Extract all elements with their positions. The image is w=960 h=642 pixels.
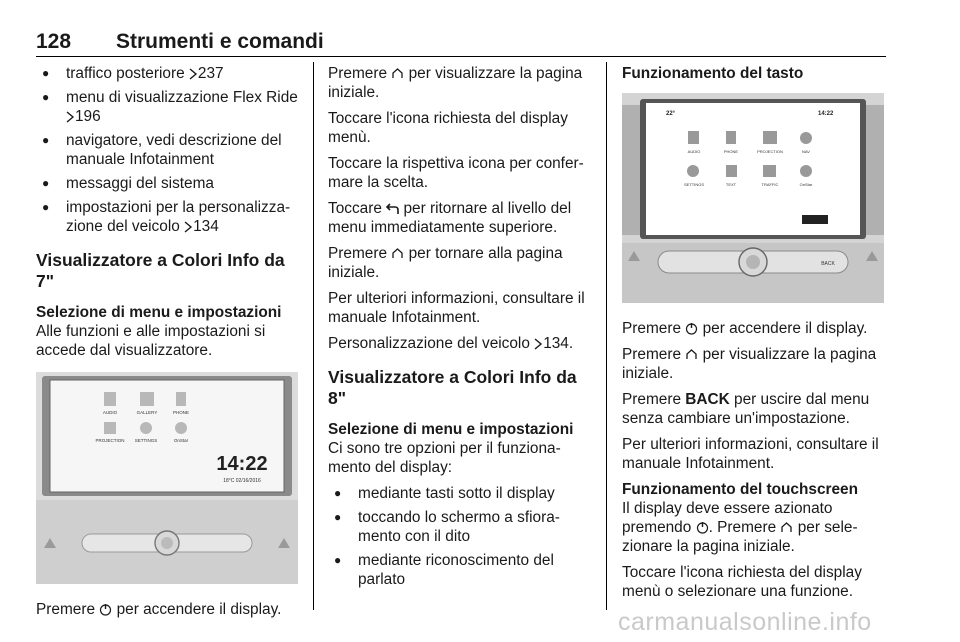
paragraph: Il display deve essere azionato premendo . Premere per sele-zionare la pagina iniziale. xyxy=(622,500,858,555)
paragraph: Alle funzioni e alle impostazioni si accede dal visualizzatore. xyxy=(36,323,266,359)
home-icon xyxy=(685,348,698,361)
bullet-list-2 xyxy=(328,484,594,589)
paragraph: Per ulteriori informazioni, consultare il manuale Infotainment. xyxy=(622,436,879,472)
column-1 xyxy=(36,64,298,626)
display-7inch-illustration xyxy=(36,372,298,584)
menu-label: AUDIO xyxy=(687,149,701,154)
menu-label: PROJECTION xyxy=(95,438,125,443)
page-number: 128 xyxy=(36,30,72,53)
power-icon xyxy=(685,322,698,335)
paragraph: Per ulteriori informazioni, consultare il manuale Infotainment. xyxy=(328,290,585,326)
subsection-heading: Selezione di menu e impostazioni xyxy=(328,421,574,438)
clock-display: 14:22 xyxy=(216,453,268,475)
list-item: ● toccando lo schermo a sfiora-mento con il dito xyxy=(328,508,594,546)
column-divider-2 xyxy=(606,62,607,610)
home-icon xyxy=(780,521,793,534)
subsection-heading: Funzionamento del tasto xyxy=(622,65,804,82)
temperature-readout: 22° xyxy=(666,111,676,117)
power-icon xyxy=(99,603,112,616)
bullet-list-1 xyxy=(36,64,298,236)
page-ref[interactable]: 134 xyxy=(543,335,569,352)
column-3 xyxy=(622,64,886,608)
menu-label: SETTINGS xyxy=(134,438,158,443)
menu-label: TRAFFIC xyxy=(761,182,779,187)
list-item: ● impostazioni per la personalizza-zione del veicolo 134 xyxy=(36,198,298,236)
page-title: Strumenti e comandi xyxy=(116,30,324,53)
gallery-icon xyxy=(140,392,154,406)
paragraph: Toccare la rispettiva icona per confer-mare la scelta. xyxy=(328,155,584,191)
power-icon xyxy=(696,521,709,534)
menu-label: PROJECTION xyxy=(757,149,783,154)
page-ref[interactable]: 237 xyxy=(197,65,224,82)
list-item: ● mediante riconoscimento del parlato xyxy=(328,551,594,589)
section-heading-7inch: Visualizzatore a Colori Info da 7" xyxy=(36,250,285,291)
page-ref-arrow-icon xyxy=(184,221,193,233)
paragraph: Premere per tornare alla pagina iniziale. xyxy=(328,245,563,281)
paragraph: Personalizzazione del veicolo 134. xyxy=(328,335,574,352)
column-divider-1 xyxy=(313,62,314,610)
clock-display: 14:22 xyxy=(818,111,834,117)
menu-label: AUDIO xyxy=(102,410,118,415)
projection-icon xyxy=(104,422,116,434)
page-ref[interactable]: 134 xyxy=(193,218,219,235)
caption: Premere per accendere il display. xyxy=(36,601,282,618)
page-ref-arrow-icon xyxy=(534,338,543,350)
audio-icon xyxy=(104,392,116,406)
section-heading-8inch: Visualizzatore a Colori Info da 8" xyxy=(328,367,577,408)
menu-label: OnStar xyxy=(799,182,813,187)
paragraph: Toccare per ritornare al livello del menu immediatamente superiore. xyxy=(328,200,572,236)
menu-label: PHONE xyxy=(172,410,190,415)
paragraph: Premere per accendere il display. xyxy=(622,320,868,337)
menu-label: PHONE xyxy=(723,149,739,154)
phone-icon xyxy=(176,392,186,406)
list-item: ● traffico posteriore 237 xyxy=(36,64,298,83)
page-ref-arrow-icon xyxy=(66,111,75,123)
menu-label: SETTINGS xyxy=(683,182,705,187)
subsection-heading: Selezione di menu e impostazioni xyxy=(36,304,282,321)
list-item: ● navigatore, vedi descrizione del manuale Infotainment xyxy=(36,131,298,169)
page-ref[interactable]: 196 xyxy=(75,108,101,125)
home-icon xyxy=(391,67,404,80)
menu-label: TEXT xyxy=(725,182,737,187)
page-header xyxy=(36,30,886,57)
clock-subtext: 18°C 02/16/2016 xyxy=(223,478,261,484)
list-item: ● menu di visualizzazione Flex Ride 196 xyxy=(36,88,298,126)
home-icon xyxy=(391,247,404,260)
page-ref-arrow-icon xyxy=(189,68,198,80)
paragraph: Toccare l'icona richiesta del display menù. xyxy=(328,110,568,146)
display-8inch-illustration xyxy=(622,93,884,303)
column-2 xyxy=(328,64,594,594)
settings-icon xyxy=(140,422,152,434)
back-keyword: BACK xyxy=(685,391,730,408)
watermark: carmanualsonline.info xyxy=(618,608,872,636)
paragraph: Ci sono tre opzioni per il funziona-mento del display: xyxy=(328,440,561,476)
menu-label: GALLERY xyxy=(136,410,158,415)
paragraph: Premere per visualizzare la pagina iniziale. xyxy=(328,65,583,101)
paragraph: Premere BACK per uscire dal menu senza cambiare un'impostazione. xyxy=(622,391,870,427)
paragraph: Toccare l'icona richiesta del display menù o selezionare una funzione. xyxy=(622,564,862,600)
onstar-icon xyxy=(175,422,187,434)
paragraph: Premere per visualizzare la pagina iniziale. xyxy=(622,346,877,382)
back-arrow-icon xyxy=(386,202,399,215)
subsection-heading: Funzionamento del touchscreen xyxy=(622,481,859,498)
back-button-label: BACK xyxy=(821,261,835,267)
menu-label: OnStar xyxy=(173,438,189,443)
list-item: ● mediante tasti sotto il display xyxy=(328,484,594,503)
menu-label: NAV xyxy=(802,149,810,154)
list-item: ● messaggi del sistema xyxy=(36,174,298,193)
